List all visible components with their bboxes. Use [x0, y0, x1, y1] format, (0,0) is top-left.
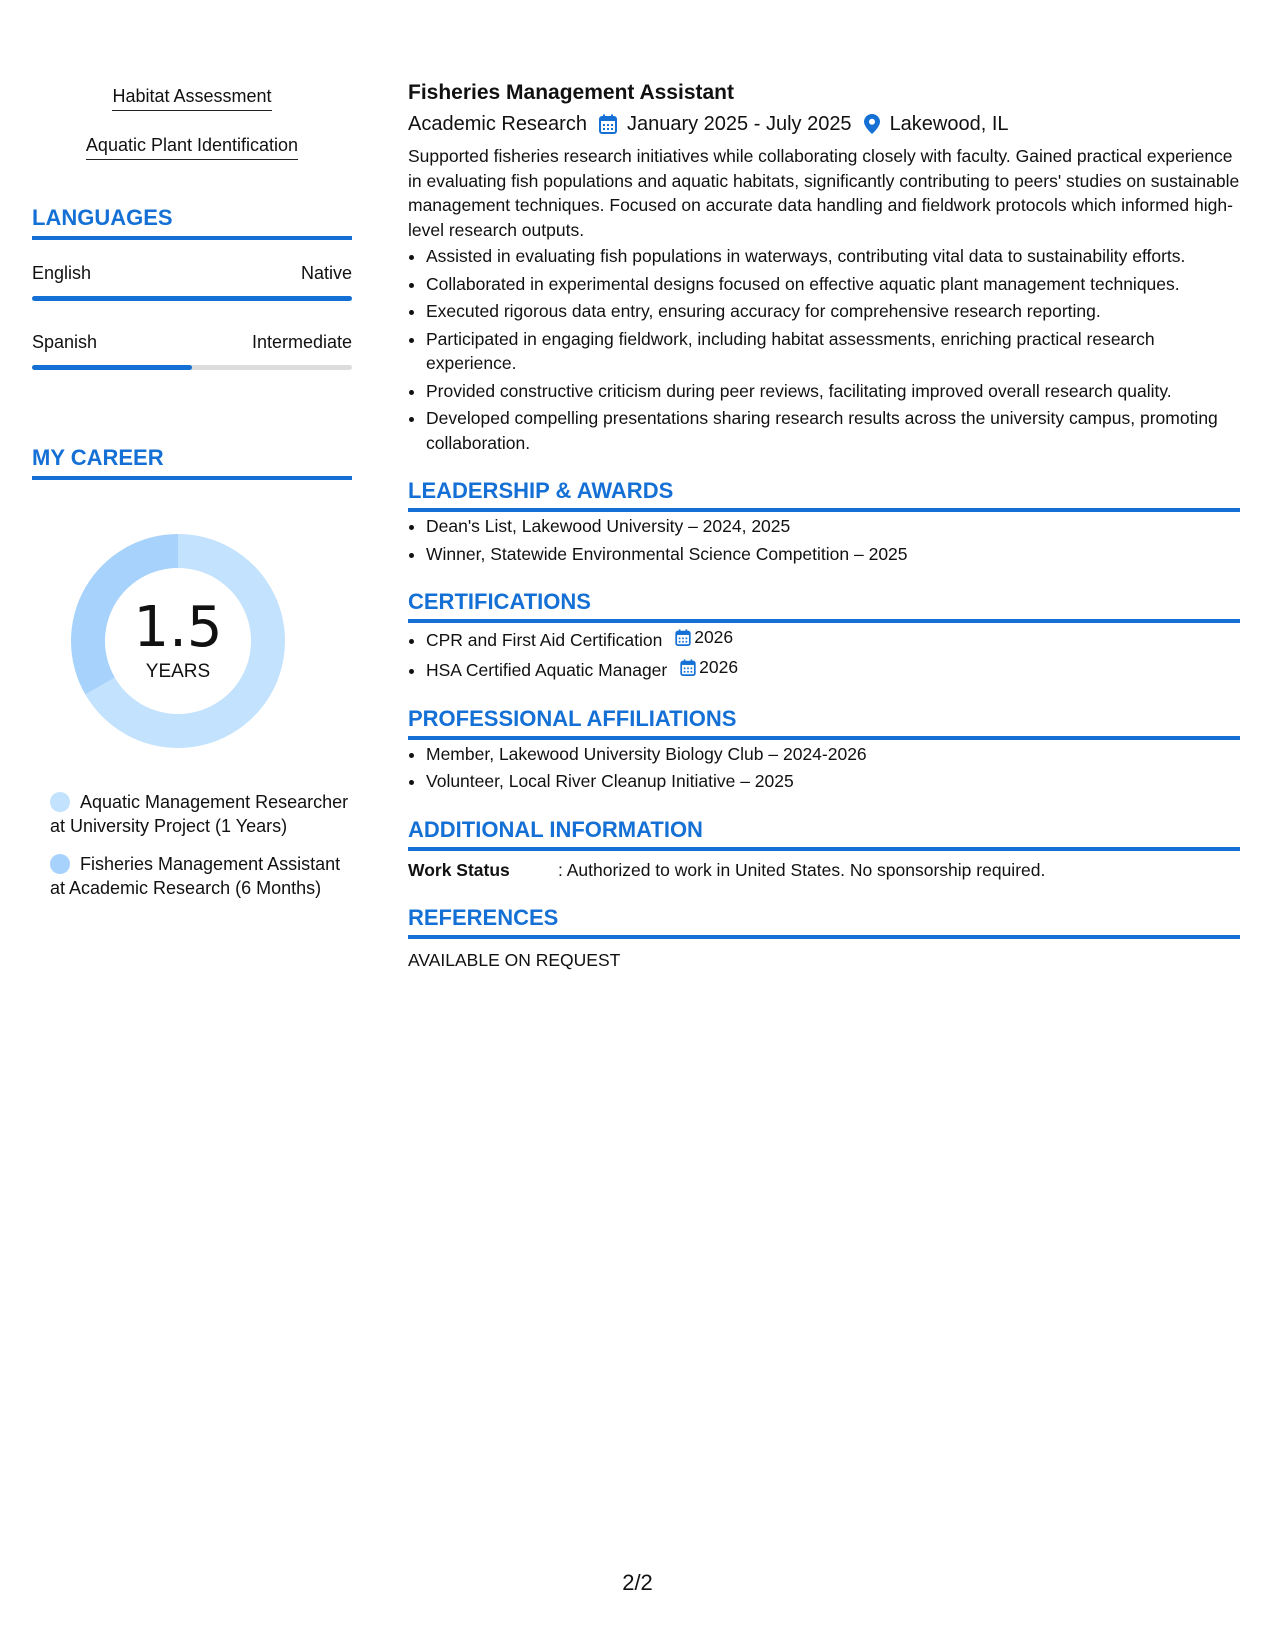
job-title: Fisheries Management Assistant	[408, 81, 734, 104]
career-section	[32, 444, 352, 480]
additional-rule	[408, 847, 1240, 851]
work-status-label: Work Status	[408, 859, 510, 880]
list-item: • Winner, Statewide Environmental Science Competition – 2025	[426, 542, 1240, 567]
job-location: Lakewood, IL	[889, 113, 1009, 135]
legend-item	[50, 790, 350, 838]
career-total: 1.5	[133, 595, 223, 660]
references-text: AVAILABLE ON REQUEST	[408, 949, 621, 970]
calendar-icon	[680, 659, 696, 676]
affiliations-heading: PROFESSIONAL AFFILIATIONS	[408, 705, 737, 731]
work-status-row	[408, 858, 1240, 882]
skill-item: Habitat Assessment	[112, 80, 271, 111]
location-pin-icon	[864, 114, 880, 134]
job-company: Academic Research	[408, 113, 587, 135]
career-unit: YEARS	[145, 661, 211, 682]
affiliations-rule	[408, 736, 1240, 740]
awards-list	[408, 514, 1240, 566]
page-number: 2/2	[622, 1570, 653, 1595]
language-level: Native	[300, 263, 352, 283]
certifications-rule	[408, 619, 1240, 623]
legend-dot-icon	[50, 792, 70, 812]
additional-heading: ADDITIONAL INFORMATION	[408, 816, 703, 842]
legend-label: Fisheries Management Assistant at Academic Research (6 Months)	[50, 854, 341, 898]
career-heading: MY CAREER	[32, 445, 164, 470]
work-status-value: : Authorized to work in United States. No sponsorship required.	[558, 859, 1046, 880]
calendar-icon	[675, 629, 691, 646]
proficiency-bar	[32, 365, 352, 370]
career-legend	[50, 790, 350, 914]
job-dates: January 2025 - July 2025	[626, 113, 852, 135]
calendar-icon	[599, 114, 617, 134]
language-item-spanish	[32, 330, 352, 370]
language-item-english	[32, 261, 352, 301]
job-bullets	[408, 244, 1240, 455]
language-level: Intermediate	[251, 332, 352, 352]
list-item: • Collaborated in experimental designs focused on effective aquatic plant management techniques.	[426, 272, 1240, 297]
list-item: • Dean's List, Lakewood University – 2024, 2025	[426, 514, 1240, 539]
references-rule	[408, 935, 1240, 939]
job-description: Supported fisheries research initiatives while collaborating closely with faculty. Gained practical experience in evaluating fish populations and aquatic habitats, significantly contributing to peers' studies on sustainable management techniques. Focused on accurate data handling and fieldwork protocols which informed high-level research outputs.	[408, 146, 1240, 240]
languages-heading: LANGUAGES	[32, 205, 173, 230]
left-column	[32, 80, 352, 898]
cert-name: CPR and First Aid Certification	[426, 629, 663, 650]
skills-list	[32, 80, 352, 178]
list-item	[426, 625, 1240, 652]
career-rule	[32, 476, 352, 480]
cert-year: 2026	[699, 657, 739, 678]
list-item: • Volunteer, Local River Cleanup Initiative – 2025	[426, 769, 1240, 794]
language-name: Spanish	[32, 332, 98, 352]
awards-rule	[408, 508, 1240, 512]
proficiency-fill	[32, 365, 192, 370]
list-item: • Developed compelling presentations sharing research results across the university campus, promoting collaboration.	[426, 406, 1240, 455]
proficiency-bar	[32, 296, 352, 301]
awards-heading: LEADERSHIP & AWARDS	[408, 478, 674, 503]
skill-item: Aquatic Plant Identification	[86, 129, 298, 160]
list-item: • Member, Lakewood University Biology Club – 2024-2026	[426, 742, 1240, 767]
career-donut-chart	[66, 529, 290, 753]
list-item: • Assisted in evaluating fish populations in waterways, contributing vital data to sustainability efforts.	[426, 244, 1240, 269]
legend-label: Aquatic Management Researcher at University Project (1 Years)	[50, 792, 349, 836]
cert-year: 2026	[694, 627, 734, 647]
languages-section	[32, 204, 352, 370]
references-heading: REFERENCES	[408, 904, 559, 930]
list-item: • Executed rigorous data entry, ensuring accuracy for comprehensive research reporting.	[426, 299, 1240, 324]
proficiency-fill	[32, 296, 352, 301]
certifications-heading: CERTIFICATIONS	[408, 589, 591, 614]
job-meta	[408, 110, 1240, 138]
languages-rule	[32, 236, 352, 240]
list-item: • Provided constructive criticism during peer reviews, facilitating improved overall research quality.	[426, 379, 1240, 404]
list-item: • Participated in engaging fieldwork, including habitat assessments, enriching practical research experience.	[426, 327, 1240, 376]
legend-dot-icon	[50, 854, 70, 874]
language-name: English	[32, 263, 92, 283]
cert-name: HSA Certified Aquatic Manager	[426, 660, 668, 680]
legend-item	[50, 852, 350, 900]
affiliations-list	[408, 742, 1240, 794]
right-column	[408, 80, 1240, 972]
list-item	[426, 655, 1240, 682]
certifications-list	[408, 625, 1240, 683]
